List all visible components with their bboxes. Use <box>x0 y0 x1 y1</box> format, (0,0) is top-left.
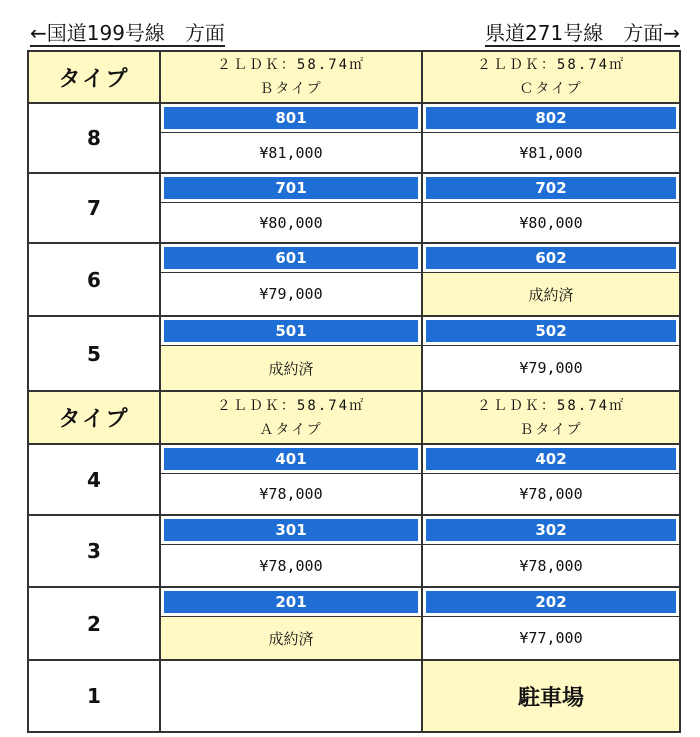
unit-number: 302 <box>426 519 676 541</box>
type-row <box>29 392 679 445</box>
type-layout: ２ＬＤＫ：58.74㎡ <box>476 397 626 414</box>
unit-cell[interactable] <box>423 445 679 514</box>
unit-cell[interactable] <box>423 104 679 172</box>
unit-number: 802 <box>426 107 676 129</box>
unit-cell[interactable] <box>423 317 679 390</box>
type-name: Ｂタイプ <box>519 421 583 438</box>
unit-number: 702 <box>426 177 676 199</box>
unit-rent: ¥81,000 <box>161 132 421 172</box>
type-label: タイプ <box>29 392 161 443</box>
unit-cell[interactable] <box>423 244 679 315</box>
unit-number: 202 <box>426 591 676 613</box>
sold-status: 成約済 <box>161 616 421 659</box>
type-spec-cell <box>161 392 423 443</box>
floor-number: 5 <box>29 317 161 390</box>
unit-number: 602 <box>426 247 676 269</box>
parking-cell <box>423 661 679 731</box>
parking-label: 駐車場 <box>517 685 584 711</box>
sold-status: 成約済 <box>161 345 421 390</box>
type-spec-cell <box>423 392 679 443</box>
floor-row-7 <box>29 174 679 244</box>
unit-number: 402 <box>426 448 676 470</box>
type-label: タイプ <box>29 52 161 102</box>
direction-left-label: ←国道199号線 方面 <box>30 21 225 45</box>
type-name: Ｃタイプ <box>519 81 583 97</box>
direction-right-label: 県道271号線 方面→ <box>485 21 680 45</box>
unit-rent: ¥80,000 <box>161 202 421 242</box>
unit-number: 801 <box>164 107 418 129</box>
floor-plan-table <box>27 50 681 733</box>
floor-row-6 <box>29 244 679 317</box>
floor-row-1 <box>29 661 679 731</box>
type-spec-cell <box>423 52 679 102</box>
empty-cell <box>161 661 423 731</box>
unit-rent: ¥80,000 <box>423 202 679 242</box>
floor-number: 1 <box>29 661 161 731</box>
floor-number: 6 <box>29 244 161 315</box>
unit-number: 701 <box>164 177 418 199</box>
type-row <box>29 52 679 104</box>
unit-cell[interactable] <box>161 174 423 242</box>
unit-cell[interactable] <box>161 317 423 390</box>
unit-rent: ¥79,000 <box>423 345 679 390</box>
type-spec-cell <box>161 52 423 102</box>
unit-cell[interactable] <box>423 588 679 659</box>
type-layout: ２ＬＤＫ：58.74㎡ <box>216 397 366 414</box>
unit-cell[interactable] <box>161 516 423 586</box>
unit-number: 301 <box>164 519 418 541</box>
unit-number: 401 <box>164 448 418 470</box>
floor-row-2 <box>29 588 679 661</box>
unit-rent: ¥78,000 <box>161 544 421 586</box>
floor-number: 2 <box>29 588 161 659</box>
floor-row-5 <box>29 317 679 392</box>
floor-number: 3 <box>29 516 161 586</box>
floor-number: 4 <box>29 445 161 514</box>
floor-row-8 <box>29 104 679 174</box>
unit-rent: ¥81,000 <box>423 132 679 172</box>
unit-cell[interactable] <box>423 516 679 586</box>
type-layout: ２ＬＤＫ：58.74㎡ <box>476 57 626 73</box>
unit-rent: ¥78,000 <box>423 473 679 514</box>
unit-number: 501 <box>164 320 418 342</box>
unit-number: 601 <box>164 247 418 269</box>
type-name: Ｂタイプ <box>259 81 323 97</box>
floor-row-4 <box>29 445 679 516</box>
unit-rent: ¥78,000 <box>423 544 679 586</box>
type-name: Ａタイプ <box>259 421 323 438</box>
unit-cell[interactable] <box>161 104 423 172</box>
unit-cell[interactable] <box>161 244 423 315</box>
unit-number: 502 <box>426 320 676 342</box>
unit-number: 201 <box>164 591 418 613</box>
floor-row-3 <box>29 516 679 588</box>
unit-rent: ¥77,000 <box>423 616 679 659</box>
unit-rent: ¥79,000 <box>161 272 421 315</box>
type-layout: ２ＬＤＫ：58.74㎡ <box>216 57 366 73</box>
floor-number: 8 <box>29 104 161 172</box>
sold-status: 成約済 <box>423 272 679 315</box>
unit-rent: ¥78,000 <box>161 473 421 514</box>
unit-cell[interactable] <box>161 588 423 659</box>
unit-cell[interactable] <box>161 445 423 514</box>
floor-number: 7 <box>29 174 161 242</box>
unit-cell[interactable] <box>423 174 679 242</box>
